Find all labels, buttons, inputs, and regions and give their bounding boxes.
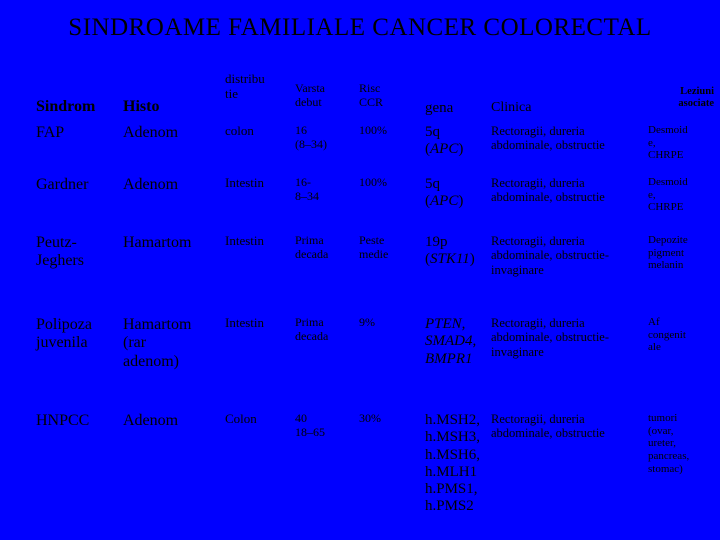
cell-sindrom: Gardner (36, 176, 89, 193)
cell-gena: 5q (APC) (425, 176, 464, 210)
cell-distributie: Intestin (225, 175, 264, 190)
cell-clinica: Rectoragii, dureria abdominale, obstructie (491, 176, 605, 205)
cell-sindrom: HNPCC (36, 412, 90, 429)
cell-gena: 19p (STK11) (425, 234, 475, 268)
cell-risc: 100% (359, 123, 387, 137)
header-risc: Risc CCR (359, 81, 384, 109)
cell-risc: 100% (359, 175, 387, 189)
cell-distributie: Intestin (225, 315, 264, 330)
cell-clinica: Rectoragii, dureria abdominale, obstructie- invaginare (491, 316, 610, 359)
header-varsta: Varsta debut (295, 81, 325, 109)
cell-histo: Hamartom (123, 234, 192, 251)
cell-leziuni: tumori (ovar, ureter, pancreas, stomac) (648, 412, 690, 475)
header-leziuni: Leziuni asociate (678, 86, 714, 110)
cell-leziuni: Desmoid e, CHRPE (648, 176, 688, 214)
cell-leziuni: Desmoid e, CHRPE (648, 124, 688, 162)
cell-risc: Peste medie (359, 233, 389, 261)
cell-histo: Adenom (123, 124, 179, 141)
gene-symbol: APC (430, 193, 459, 210)
cell-gena: PTEN, SMAD4, BMPR1 (425, 316, 477, 367)
page-title: SINDROAME FAMILIALE CANCER COLORECTAL (68, 14, 652, 41)
cell-varsta: 16 (8–34) (295, 123, 327, 151)
cell-sindrom: FAP (36, 124, 65, 141)
cell-gena: 5q (APC) (425, 124, 464, 158)
header-gena: gena (425, 100, 454, 116)
cell-clinica: Rectoragii, dureria abdominale, obstructie (491, 124, 605, 153)
cell-histo: Adenom (123, 176, 179, 193)
cell-leziuni: Depozite pigment melanin (648, 234, 688, 272)
syndrome-table (0, 71, 720, 540)
cell-distributie: Intestin (225, 233, 264, 248)
cell-varsta: Prima decada (295, 233, 329, 261)
cell-histo: Adenom (123, 412, 179, 429)
cell-risc: 9% (359, 315, 375, 329)
cell-clinica: Rectoragii, dureria abdominale, obstructie- invaginare (491, 234, 610, 277)
cell-varsta: 16- 8–34 (295, 175, 319, 203)
gene-symbol: STK11 (430, 251, 470, 268)
cell-sindrom: Peutz- Jeghers (36, 234, 84, 270)
cell-leziuni: Af congenit ale (648, 316, 686, 354)
cell-varsta: 40 18–65 (295, 411, 325, 439)
cell-distributie: colon (225, 123, 254, 138)
cell-histo: Hamartom (rar adenom) (123, 316, 192, 370)
header-sindrom: Sindrom (36, 98, 96, 115)
cell-sindrom: Polipoza juvenila (36, 316, 92, 352)
cell-distributie: Colon (225, 411, 257, 426)
cell-clinica: Rectoragii, dureria abdominale, obstructie (491, 412, 605, 441)
header-clinica: Clinica (491, 100, 532, 115)
cell-gena: h.MSH2, h.MSH3, h.MSH6, h.MLH1 h.PMS1, h.PMS2 (425, 412, 481, 515)
gene-symbol: APC (430, 141, 459, 158)
cell-varsta: Prima decada (295, 315, 329, 343)
header-histo: Histo (123, 98, 160, 115)
header-distributie: distribu tie (225, 71, 265, 101)
cell-risc: 30% (359, 411, 381, 425)
